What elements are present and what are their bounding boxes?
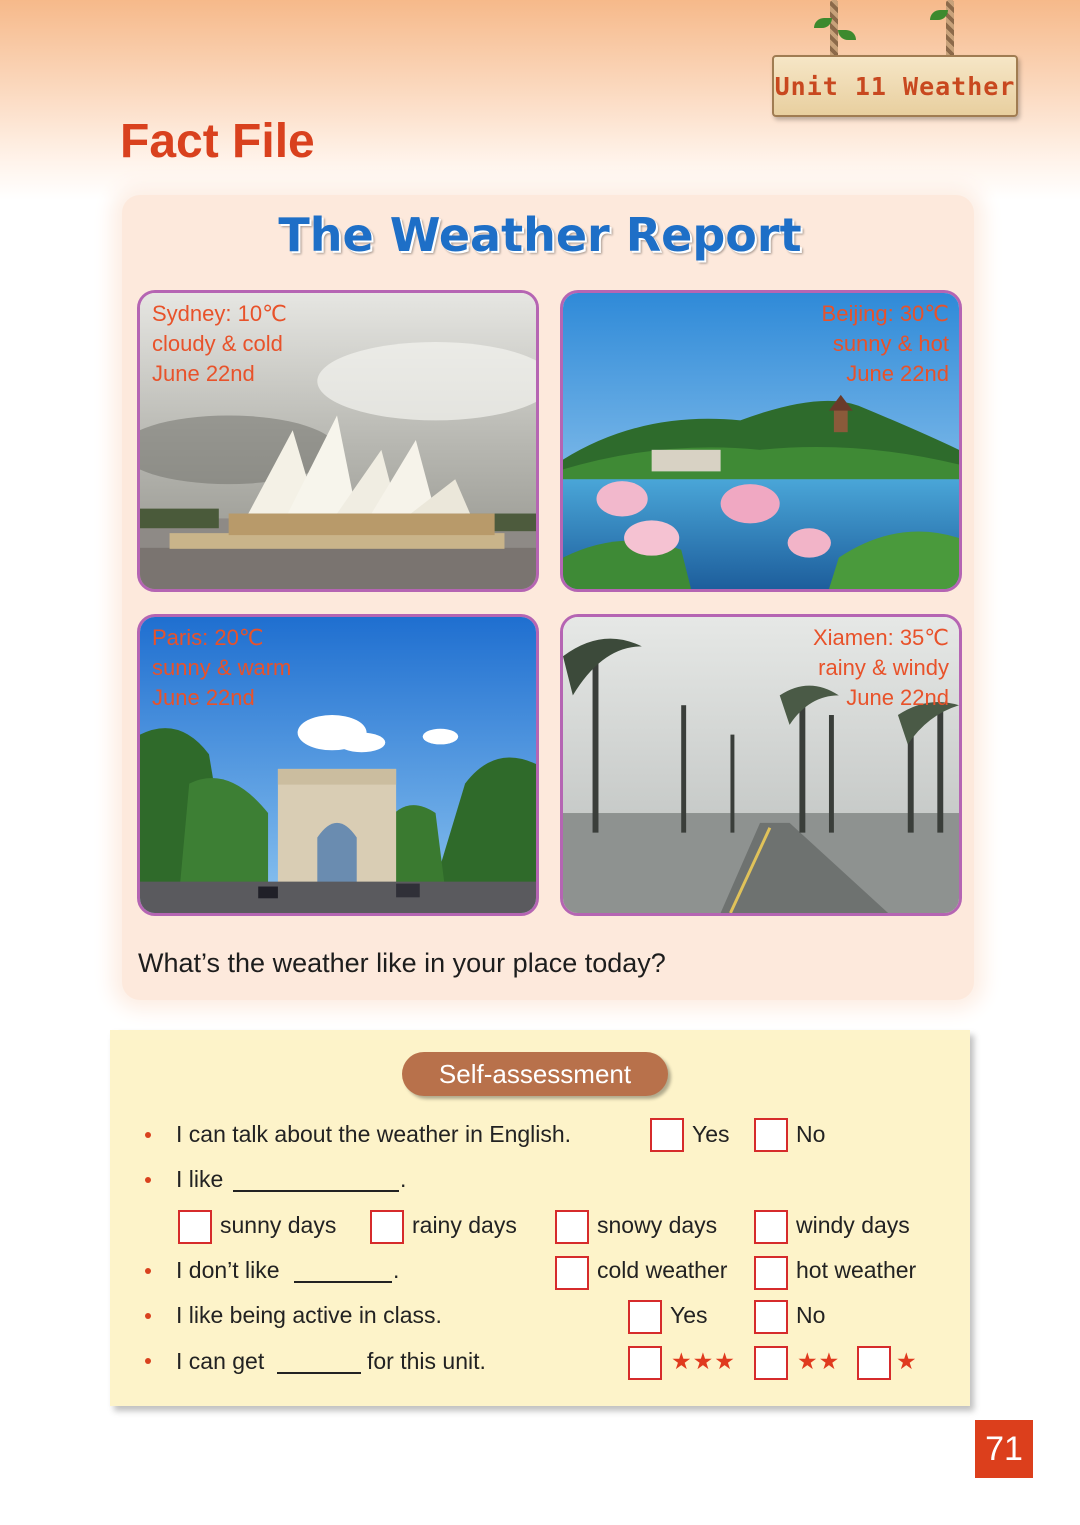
windy-days-checkbox[interactable]	[754, 1210, 788, 1244]
paris-caption	[152, 623, 291, 713]
bullet	[145, 1358, 151, 1364]
city-temperature: Xiamen: 35℃	[813, 625, 949, 650]
rainy-days-label: rainy days	[412, 1212, 517, 1238]
like-blank[interactable]	[233, 1190, 399, 1192]
talk-no-label: No	[796, 1121, 826, 1147]
three-star-checkbox[interactable]	[628, 1346, 662, 1380]
active-no-label: No	[796, 1302, 826, 1328]
two-star-checkbox[interactable]	[754, 1346, 788, 1380]
leaf-icon	[838, 30, 856, 40]
weather-report-title: The Weather Report	[278, 208, 802, 262]
cold-weather-checkbox[interactable]	[555, 1256, 589, 1290]
snowy-days-checkbox[interactable]	[555, 1210, 589, 1244]
three-star-icon: ★★★	[671, 1348, 736, 1374]
windy-days-label: windy days	[796, 1212, 910, 1238]
weather-condition: sunny & warm	[152, 655, 292, 680]
city-temperature: Paris: 20℃	[152, 625, 264, 650]
bullet	[145, 1177, 151, 1183]
bullet	[145, 1313, 151, 1319]
unit-sign	[770, 0, 1020, 125]
xiamen-caption	[813, 623, 949, 713]
sunny-days-label: sunny days	[220, 1212, 337, 1238]
one-star-icon: ★	[896, 1348, 918, 1374]
active-no-checkbox[interactable]	[754, 1300, 788, 1334]
snowy-days-label: snowy days	[597, 1212, 718, 1238]
talk-yes-label: Yes	[692, 1121, 730, 1147]
city-temperature: Beijing: 30℃	[821, 301, 949, 326]
talk-no-checkbox[interactable]	[754, 1118, 788, 1152]
beijing-caption	[822, 299, 949, 389]
rainy-days-checkbox[interactable]	[370, 1210, 404, 1244]
paris-photo-card	[137, 614, 539, 916]
weather-condition: sunny & hot	[832, 331, 949, 356]
weather-condition: cloudy & cold	[152, 331, 283, 356]
unit-label: Unit 11 Weather	[774, 71, 1016, 101]
active-yes-checkbox[interactable]	[628, 1300, 662, 1334]
bullet	[145, 1132, 151, 1138]
unit-sign-board	[772, 55, 1018, 117]
like-period: .	[400, 1166, 407, 1192]
report-date: June 22nd	[152, 361, 255, 386]
get-statement: I can get	[176, 1348, 265, 1374]
city-temperature: Sydney: 10℃	[152, 301, 287, 326]
sunny-days-checkbox[interactable]	[178, 1210, 212, 1244]
beijing-photo-card	[560, 290, 962, 592]
sydney-caption	[152, 299, 287, 389]
hot-weather-label: hot weather	[796, 1257, 917, 1283]
xiamen-photo-card	[560, 614, 962, 916]
bullet	[145, 1268, 151, 1274]
like-statement: I like	[176, 1166, 224, 1192]
dislike-blank[interactable]	[294, 1281, 392, 1283]
active-statement: I like being active in class.	[176, 1302, 442, 1328]
report-date: June 22nd	[846, 361, 949, 386]
report-date: June 22nd	[152, 685, 255, 710]
sydney-photo-card	[137, 290, 539, 592]
weather-question: What’s the weather like in your place today?	[138, 948, 666, 978]
dislike-period: .	[393, 1257, 400, 1283]
get-blank[interactable]	[277, 1372, 361, 1374]
self-assessment-title: Self-assessment	[402, 1052, 668, 1096]
talk-yes-checkbox[interactable]	[650, 1118, 684, 1152]
weather-condition: rainy & windy	[818, 655, 949, 680]
report-date: June 22nd	[846, 685, 949, 710]
page-number: 71	[975, 1420, 1033, 1478]
cold-weather-label: cold weather	[597, 1257, 728, 1283]
hot-weather-checkbox[interactable]	[754, 1256, 788, 1290]
active-yes-label: Yes	[670, 1302, 708, 1328]
section-title: Fact File	[120, 115, 315, 168]
get-statement-end: for this unit.	[367, 1348, 486, 1374]
two-star-icon: ★★	[797, 1348, 841, 1374]
talk-weather-statement: I can talk about the weather in English.	[176, 1121, 572, 1147]
one-star-checkbox[interactable]	[857, 1346, 891, 1380]
dislike-statement: I don’t like	[176, 1257, 280, 1283]
sign-rope-left	[830, 0, 838, 62]
